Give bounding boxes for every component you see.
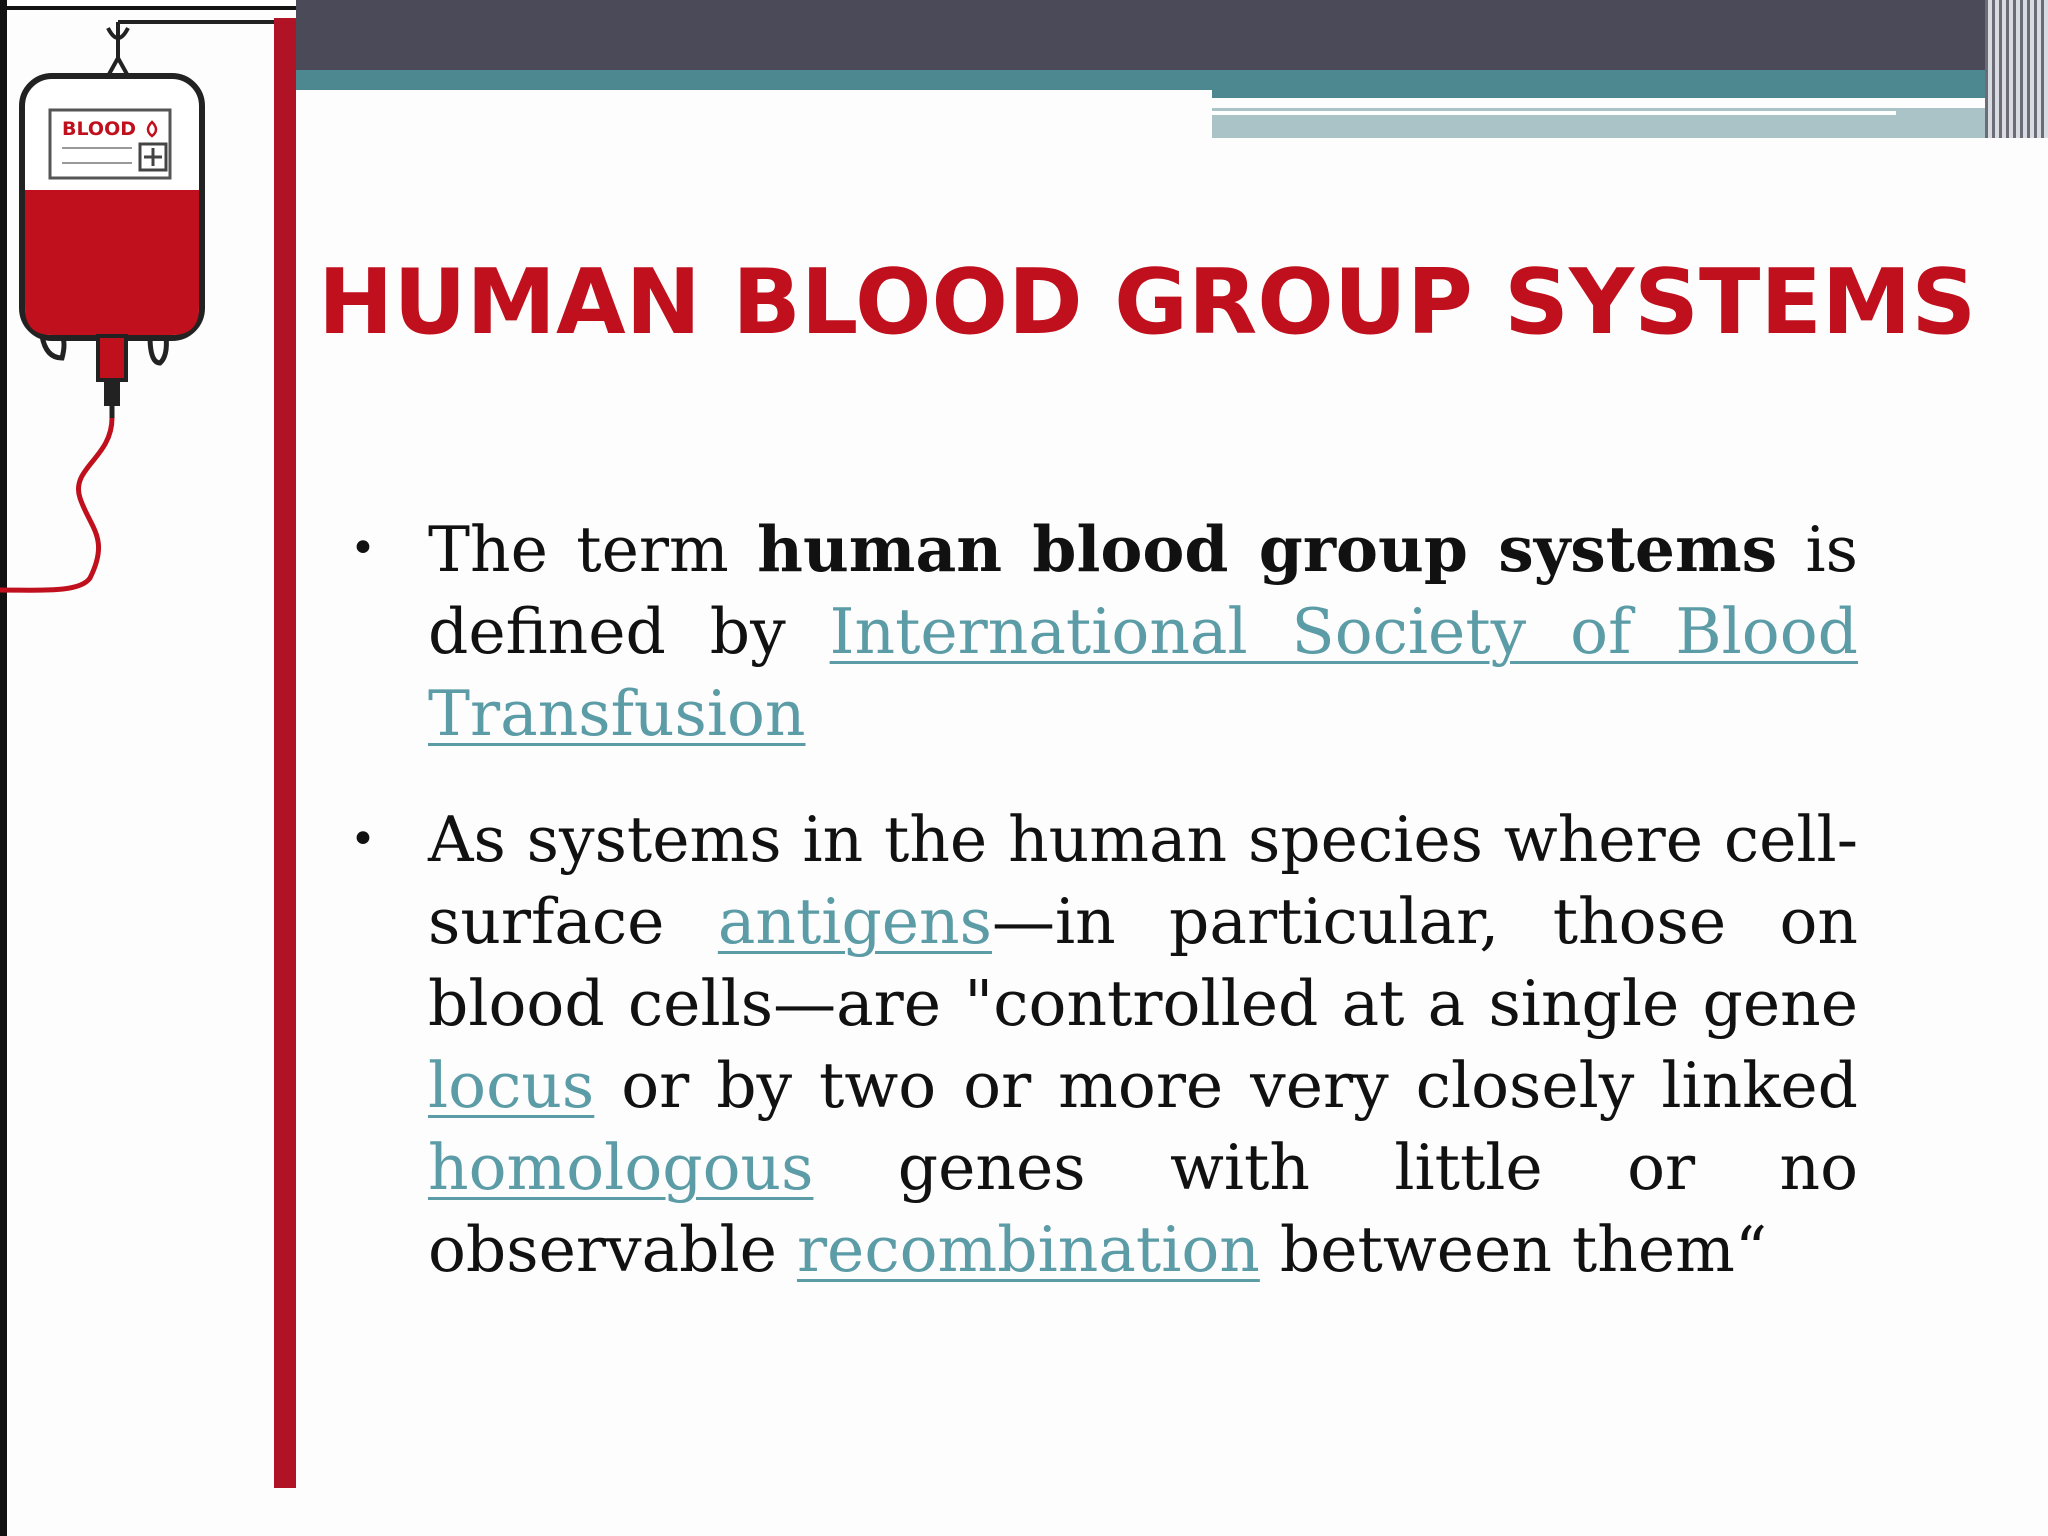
- bullet-2-text-1: As systems in the human species where cell-surface: [428, 803, 1858, 958]
- bullet-2-text-2: —in particular, those on blood cells—are "controlled at a single gene: [428, 885, 1858, 1040]
- bullet-dot-icon: •: [350, 523, 376, 574]
- top-banner-notch: [296, 90, 1212, 102]
- slide-title: HUMAN BLOOD GROUP SYSTEMS: [318, 250, 1977, 355]
- bullet-2-text-5: between them“: [1259, 1213, 1768, 1286]
- antigens-link[interactable]: antigens: [717, 885, 992, 958]
- homologous-link[interactable]: homologous: [428, 1131, 814, 1204]
- bullet-item-1: [350, 508, 1858, 755]
- isbt-link[interactable]: International Society of Blood Transfusion: [428, 595, 1858, 750]
- recombination-link[interactable]: recombination: [796, 1213, 1260, 1286]
- bullet-1-text-before: The term: [428, 513, 758, 586]
- top-banner-stripes: [1985, 0, 2048, 138]
- bullet-list: [350, 508, 1858, 1335]
- bullet-2-text-3: or by two or more very closely linked: [594, 1049, 1858, 1122]
- bullet-1-bold-term: human blood group systems: [757, 512, 1778, 586]
- top-banner-dark: [296, 0, 2048, 70]
- locus-link[interactable]: locus: [428, 1049, 595, 1122]
- bullet-dot-icon: •: [350, 814, 376, 865]
- left-top-line: [0, 6, 296, 10]
- bullet-item-2: [350, 799, 1858, 1291]
- blood-bag-icon: [0, 18, 280, 598]
- bullet-1-text-after: is defined by: [428, 513, 1858, 668]
- top-banner-line: [1212, 111, 1896, 115]
- bullet-2-text-4: genes with little or no observable: [428, 1131, 1858, 1286]
- bag-label: BLOOD: [62, 118, 136, 140]
